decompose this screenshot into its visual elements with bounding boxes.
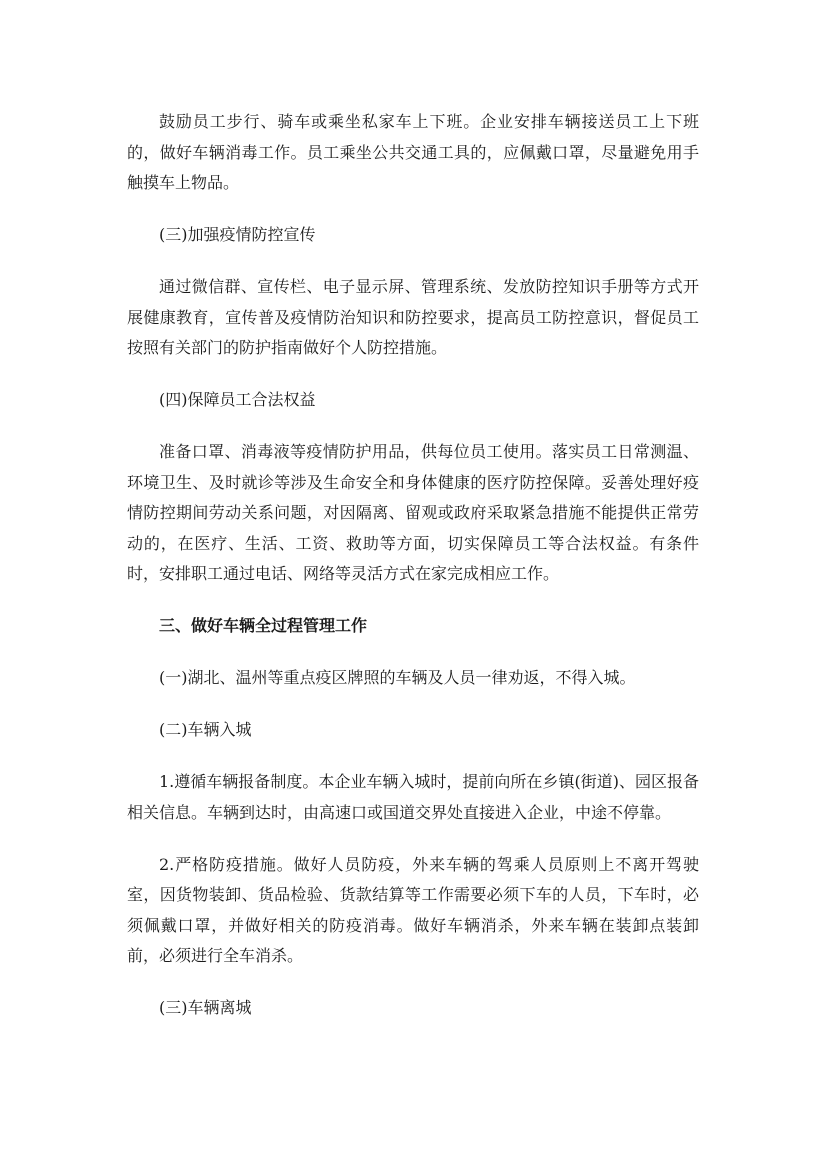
subheading-vehicle-entry: (二)车辆入城 [159,720,252,739]
subheading-publicity: (三)加强疫情防控宣传 [159,225,316,244]
section-heading-vehicle-management: 三、做好车辆全过程管理工作 [159,616,368,635]
subheading-epidemic-area-vehicles: (一)湖北、温州等重点疫区牌照的车辆及人员一律劝返，不得入城。 [159,668,636,687]
paragraph-epidemic-measures: 2.严格防疫措施。做好人员防疫，外来车辆的驾乘人员原则上不离开驾驶室，因货物装卸、货品检验、货款结算等工作需要必须下车的人员，下车时，必须佩戴口罩，并做好相关的防疫消毒。做好车辆消杀，外来车辆在装卸点装卸前，必须进行全车消杀。 [127,854,699,965]
paragraph-vehicle-registration: 1.遵循车辆报备制度。本企业车辆入城时，提前向所在乡镇(街道)、园区报备相关信息。车辆到达时，由高速口或国道交界处直接进入企业，中途不停靠。 [127,772,699,822]
paragraph-commute-guidance: 鼓励员工步行、骑车或乘坐私家车上下班。企业安排车辆接送员工上下班的，做好车辆消毒工作。员工乘坐公共交通工具的，应佩戴口罩，尽量避免用手触摸车上物品。 [127,112,699,192]
paragraph-protective-supplies: 准备口罩、消毒液等疫情防护用品，供每位员工使用。落实员工日常测温、环境卫生、及时就诊等涉及生命安全和身体健康的医疗防控保障。妥善处理好疫情防控期间劳动关系问题，对因隔离、留观或政府采取紧急措施不能提供正常劳动的，在医疗、生活、工资、救助等方面，切实保障员工等合法权益。有条件时，安排职工通过电话、网络等灵活方式在家完成相应工作。 [127,442,699,583]
document-body [127,107,699,1045]
subheading-employee-rights: (四)保障员工合法权益 [159,390,316,409]
subheading-vehicle-exit: (三)车辆离城 [159,998,252,1017]
paragraph-health-education: 通过微信群、宣传栏、电子显示屏、管理系统、发放防控知识手册等方式开展健康教育，宣传普及疫情防治知识和防控要求，提高员工防控意识，督促员工按照有关部门的防护指南做好个人防控措施。 [127,277,699,357]
